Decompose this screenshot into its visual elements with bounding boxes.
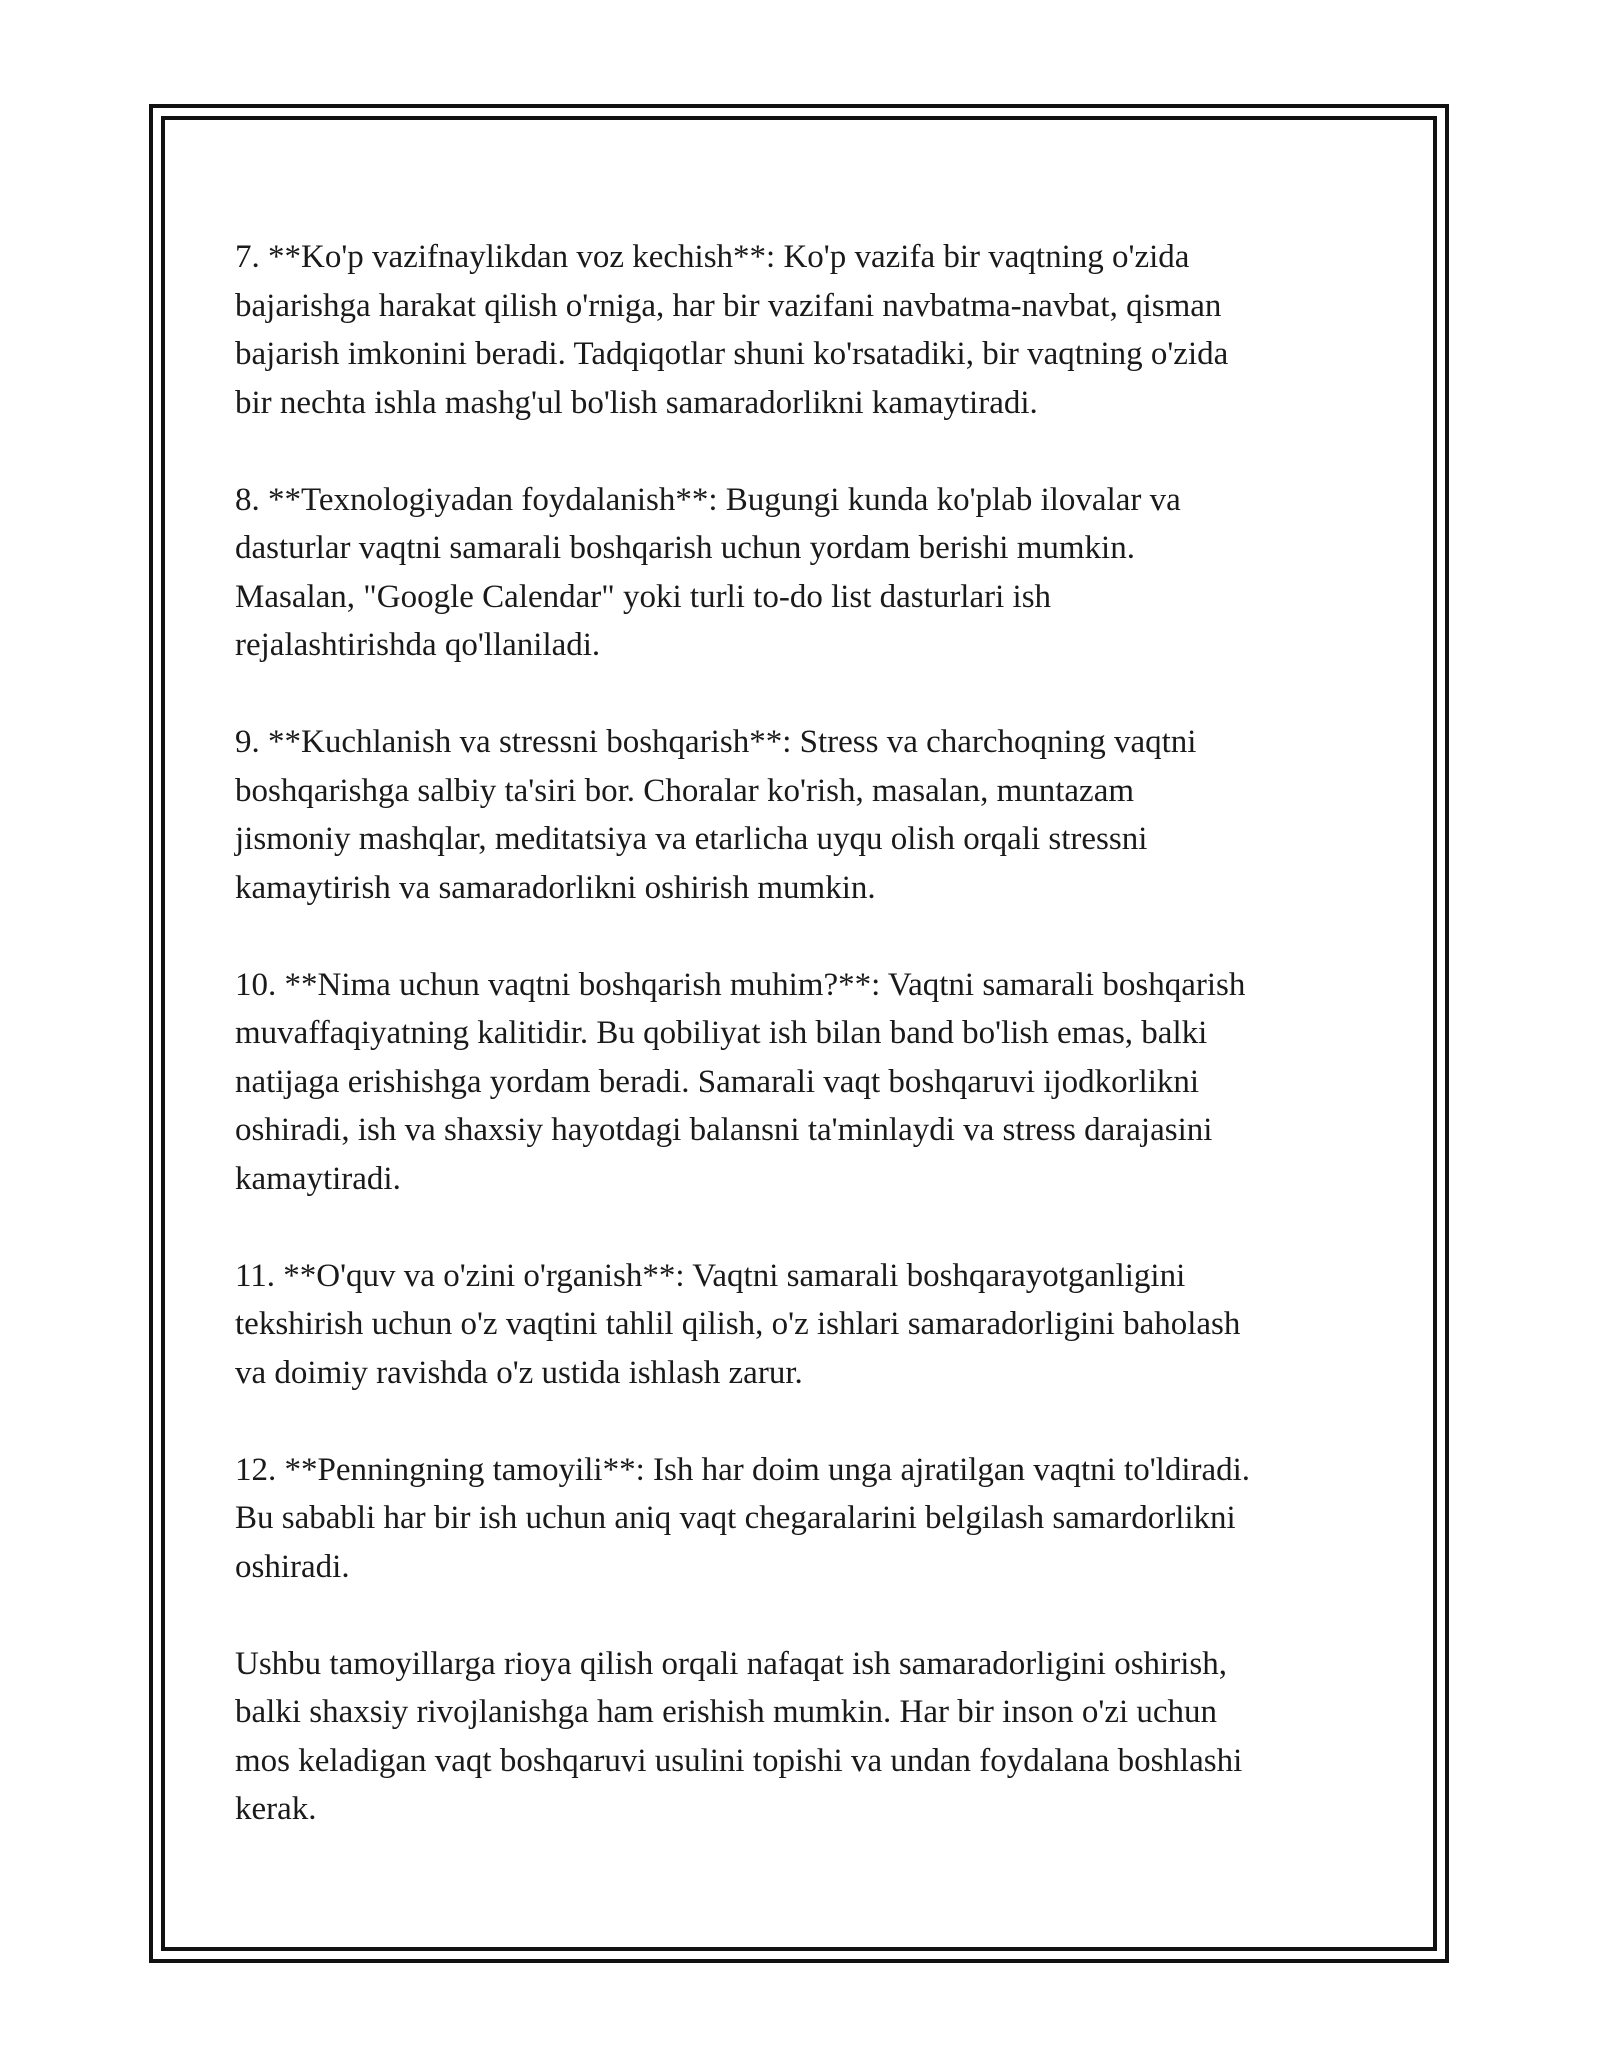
paragraph-item-8: 8. **Texnologiyadan foydalanish**: Bugungi kunda ko'plab ilovalar va dasturlar vaqtni samarali boshqarish uchun yordam berishi mumkin. Masalan, "Google Calendar" yoki turli to-do list dasturlari ish rejalashtirishda qo'llaniladi. — [235, 481, 1181, 663]
paragraph-item-9: 9. **Kuchlanish va stressni boshqarish**: Stress va charchoqning vaqtni boshqarishga salbiy ta'siri bor. Choralar ko'rish, masalan, muntazam jismoniy mashqlar, meditatsiya va etarlicha uyqu olish orqali stressni kamaytirish va samaradorlikni oshirish mumkin. — [235, 724, 1197, 906]
paragraph-item-10: 10. **Nima uchun vaqtni boshqarish muhim?**: Vaqtni samarali boshqarish muvaffaqiyatning kalitidir. Bu qobiliyat ish bilan band bo'lish emas, balki natijaga erishishga yordam beradi. Samarali vaqt boshqaruvi ijodkorlikni oshiradi, ish va shaxsiy hayotdagi balansni ta'minlaydi va stress darajasini kamaytiradi. — [235, 966, 1246, 1197]
document-body — [235, 233, 1370, 1882]
paragraph-item-12: 12. **Penningning tamoyili**: Ish har doim unga ajratilgan vaqtni to'ldiradi. Bu sababli har bir ish uchun aniq vaqt chegaralarini belgilash samardorlikni oshiradi. — [235, 1451, 1251, 1585]
paragraph-conclusion: Ushbu tamoyillarga rioya qilish orqali nafaqat ish samaradorligini oshirish, balki shaxsiy rivojlanishga ham erishish mumkin. Har bir inson o'zi uchun mos keladigan vaqt boshqaruvi usulini topishi va undan foydalana boshlashi kerak. — [235, 1645, 1243, 1827]
paragraph-item-7: 7. **Ko'p vazifnaylikdan voz kechish**: Ko'p vazifa bir vaqtning o'zida bajarishga harakat qilish o'rniga, har bir vazifani navbatma-navbat, qisman bajarish imkonini beradi. Tadqiqotlar shuni ko'rsatadiki, bir vaqtning o'zida bir nechta ishla mashg'ul bo'lish samaradorlikni kamaytiradi. — [235, 239, 1229, 421]
paragraph-item-11: 11. **O'quv va o'zini o'rganish**: Vaqtni samarali boshqarayotganligini tekshirish uchun o'z vaqtini tahlil qilish, o'z ishlari samaradorligini baholash va doimiy ravishda o'z ustida ishlash zarur. — [235, 1257, 1241, 1391]
